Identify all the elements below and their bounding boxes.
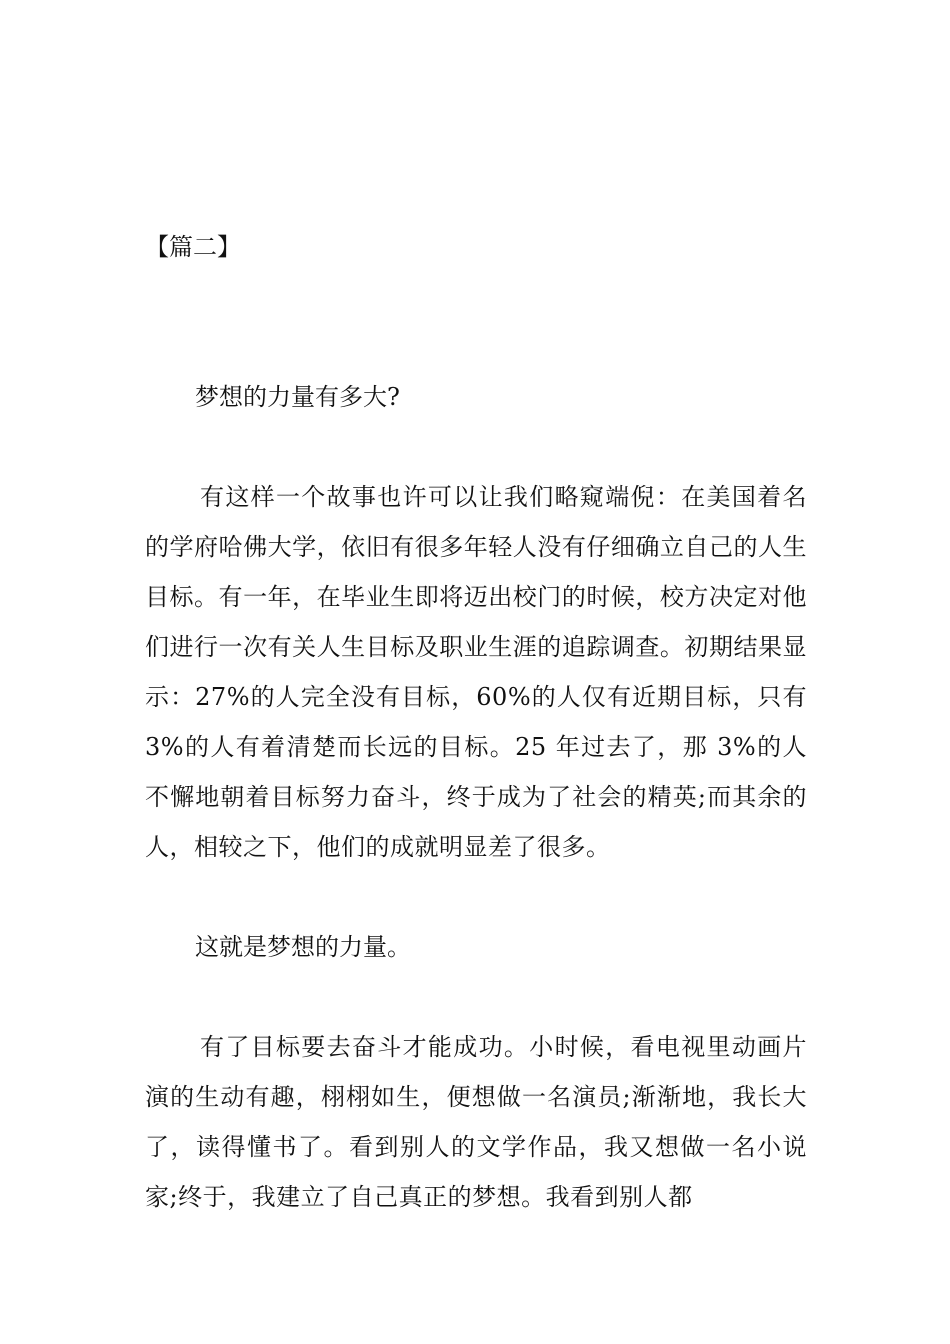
question-heading: 梦想的力量有多大?	[195, 383, 400, 411]
body-paragraph-2: 有了目标要去奋斗才能成功。小时候，看电视里动画片演的生动有趣，栩栩如生，便想做一名演员;渐渐地，我长大了，读得懂书了。看到别人的文学作品，我又想做一名小说家;终于，我建立了自己真正的梦想。我看到别人都	[145, 1033, 807, 1211]
section-title: 【篇二】	[145, 233, 241, 261]
body-paragraph-1: 有这样一个故事也许可以让我们略窥端倪：在美国着名的学府哈佛大学，依旧有很多年轻人没有仔细确立自己的人生目标。有一年，在毕业生即将迈出校门的时候，校方决定对他们进行一次有关人生目标及职业生涯的追踪调查。初期结果显示：27%的人完全没有目标，60%的人仅有近期目标，只有 3%的人有着清楚而长远的目标。25 年过去了，那 3%的人不懈地朝着目标努力奋斗，终于成为了社会的精英;而其余的人，相较之下，他们的成就明显差了很多。	[145, 483, 807, 861]
statement-line: 这就是梦想的力量。	[195, 933, 411, 961]
